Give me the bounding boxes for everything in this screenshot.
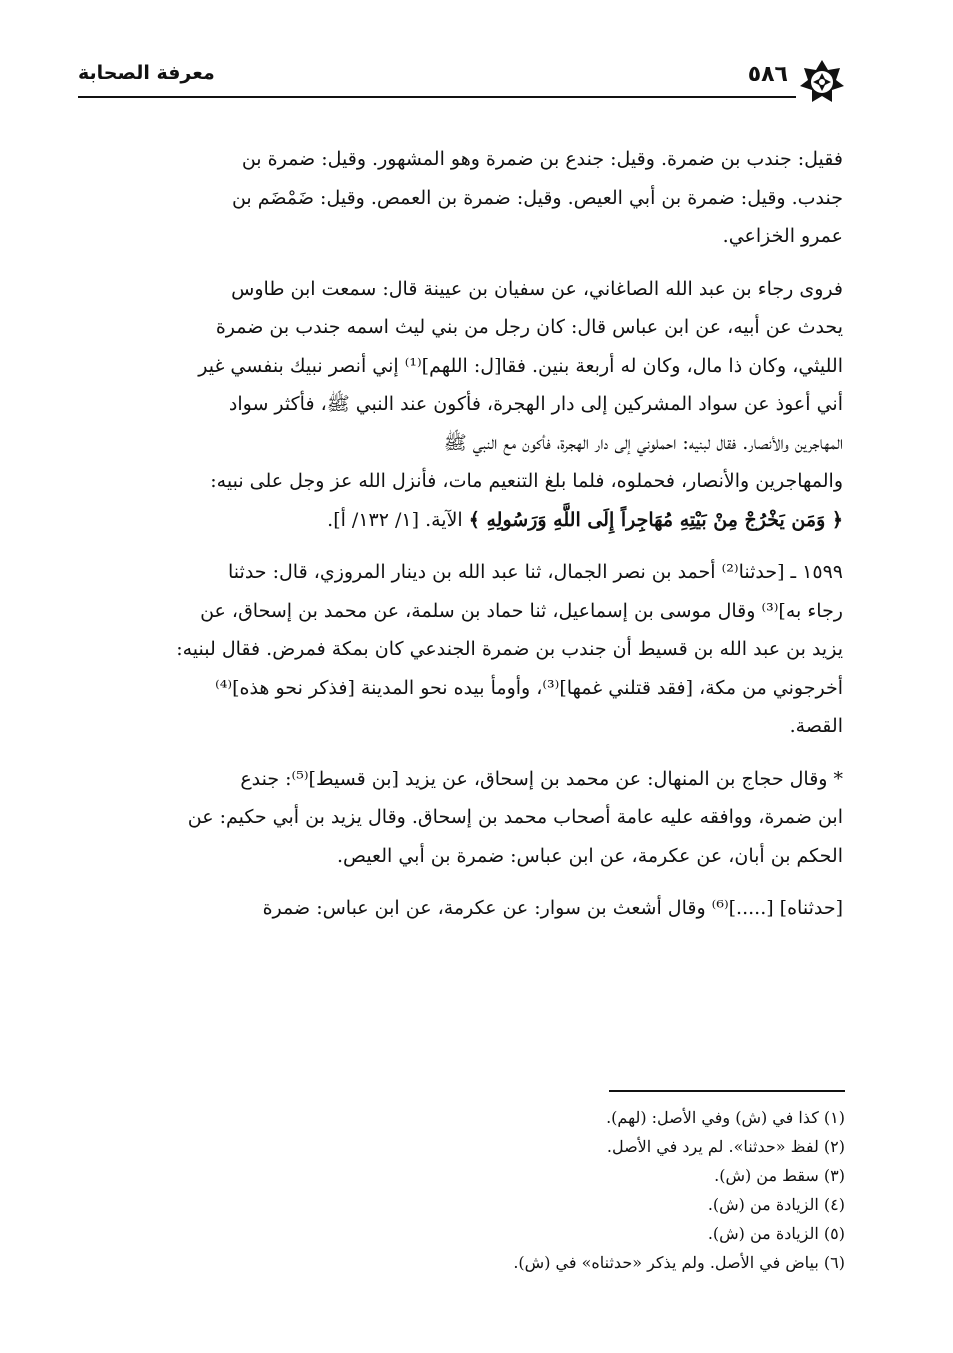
text-line: [حدثناه] [.....]⁽⁶⁾ وقال أشعث بن سوار: عن عكرمة، عن ابن عباس: ضمرة xyxy=(262,897,843,919)
text-line: رجاء به]⁽³⁾ وقال موسى بن إسماعيل، ثنا حماد بن سلمة، عن محمد بن إسحاق، عن xyxy=(200,599,843,622)
footnote-3: (٣) سقط من (ش). xyxy=(714,1166,845,1185)
header-rule xyxy=(78,96,796,98)
verse-reference: الآية. [١/ ١٣٢/ أ]. xyxy=(327,508,469,531)
text-line: عمرو الخزاعي. xyxy=(722,225,843,247)
text-line: جندب. وقيل: ضمرة بن أبي العيص. وقيل: ضمرة بن العمص. وقيل: ضَمْضَم بن xyxy=(231,186,843,209)
page-header xyxy=(78,58,846,98)
book-title: معرفة الصحابة xyxy=(78,62,215,84)
text-line: الليثي، وكان ذا مال، وكان له أربعة بنين. فقا[ل: اللهم]⁽¹⁾ إني أنصر نبيك بنفسي غير xyxy=(198,354,843,377)
page-number: ٥٨٦ xyxy=(747,62,788,87)
paragraph-3 xyxy=(78,553,843,746)
text-line: أخرجوني من مكة، [فقد قتلني غمها]⁽³⁾، وأومأ بيده نحو المدينة [فذكر نحو هذه]⁽⁴⁾ xyxy=(215,676,843,699)
text-line: فقيل: جندب بن ضمرة. وقيل: جندع بن ضمرة وهو المشهور. وقيل: ضمرة بن xyxy=(241,148,843,170)
footnote-1: (١) كذا في (ش) وفي الأصل: (لهم). xyxy=(606,1108,845,1127)
text-line: * وقال حجاج بن المنهال: عن محمد بن إسحاق، عن يزيد [بن قسيط]⁽⁵⁾: جندع xyxy=(240,767,843,790)
footnotes xyxy=(145,1103,845,1277)
text-line: يحدث عن أبيه، عن ابن عباس قال: كان رجل من بني ليث اسمه جندب بن ضمرة xyxy=(215,316,843,338)
text-line: أني أعوذ عن سواد المشركين إلى دار الهجرة، فأكون عند النبي ﷺ، فأكثر سواد xyxy=(228,393,843,415)
text-line: الحكم بن أبان، عن عكرمة، عن ابن عباس: ضمرة بن أبي العيص. xyxy=(337,844,843,867)
footnote-rule xyxy=(609,1090,845,1092)
text-line: والمهاجرين والأنصار، فحملوه، فلما بلغ التنعيم مات، فأنزل الله عز وجل على نبيه: xyxy=(210,470,843,492)
paragraph-5 xyxy=(78,889,843,928)
text-line: ابن ضمرة، ووافقه عليه عامة أصحاب محمد بن إسحاق. وقال يزيد بن أبي حكيم: عن xyxy=(187,806,843,828)
text-line xyxy=(78,501,843,540)
main-text xyxy=(78,140,843,928)
quran-verse: ﴿ وَمَن يَخْرُجْ مِنْ بَيْتِهِ مُهَاجِراً إِلَى اللَّهِ وَرَسُولِهِ ﴾ xyxy=(468,508,843,531)
text-line: فروى رجاء بن عبد الله الصاغاني، عن سفيان بن عيينة قال: سمعت ابن طاوس xyxy=(231,277,843,300)
paragraph-1 xyxy=(78,140,843,256)
paragraph-2 xyxy=(78,270,843,540)
octagram-ornament-icon xyxy=(798,58,846,106)
footnote-6: (٦) بياض في الأصل. ولم يذكر «حدثناه» في (ش). xyxy=(513,1253,845,1272)
text-line: ١٥٩٩ ـ [حدثنا⁽²⁾ أحمد بن نصر الجمال، ثنا عبد الله بن دينار المروزي، قال: حدثنا xyxy=(228,561,843,583)
text-line: المهاجرين والأنصار. فقال لبنيه: احملوني إلى دار الهجرة، فأكون مع النبي ﷺ xyxy=(443,431,843,454)
paragraph-4 xyxy=(78,760,843,876)
footnote-2: (٢) لفظ «حدثنا». لم يرد في الأصل. xyxy=(606,1137,845,1156)
text-line: القصة. xyxy=(789,715,843,737)
text-line: يزيد بن عبد الله بن قسيط أن جندب بن ضمرة الجندعي كان بمكة فمرض. فقال لبنيه: xyxy=(176,638,843,660)
footnote-5: (٥) الزيادة من (ش). xyxy=(707,1224,845,1243)
footnote-4: (٤) الزيادة من (ش). xyxy=(707,1195,845,1214)
